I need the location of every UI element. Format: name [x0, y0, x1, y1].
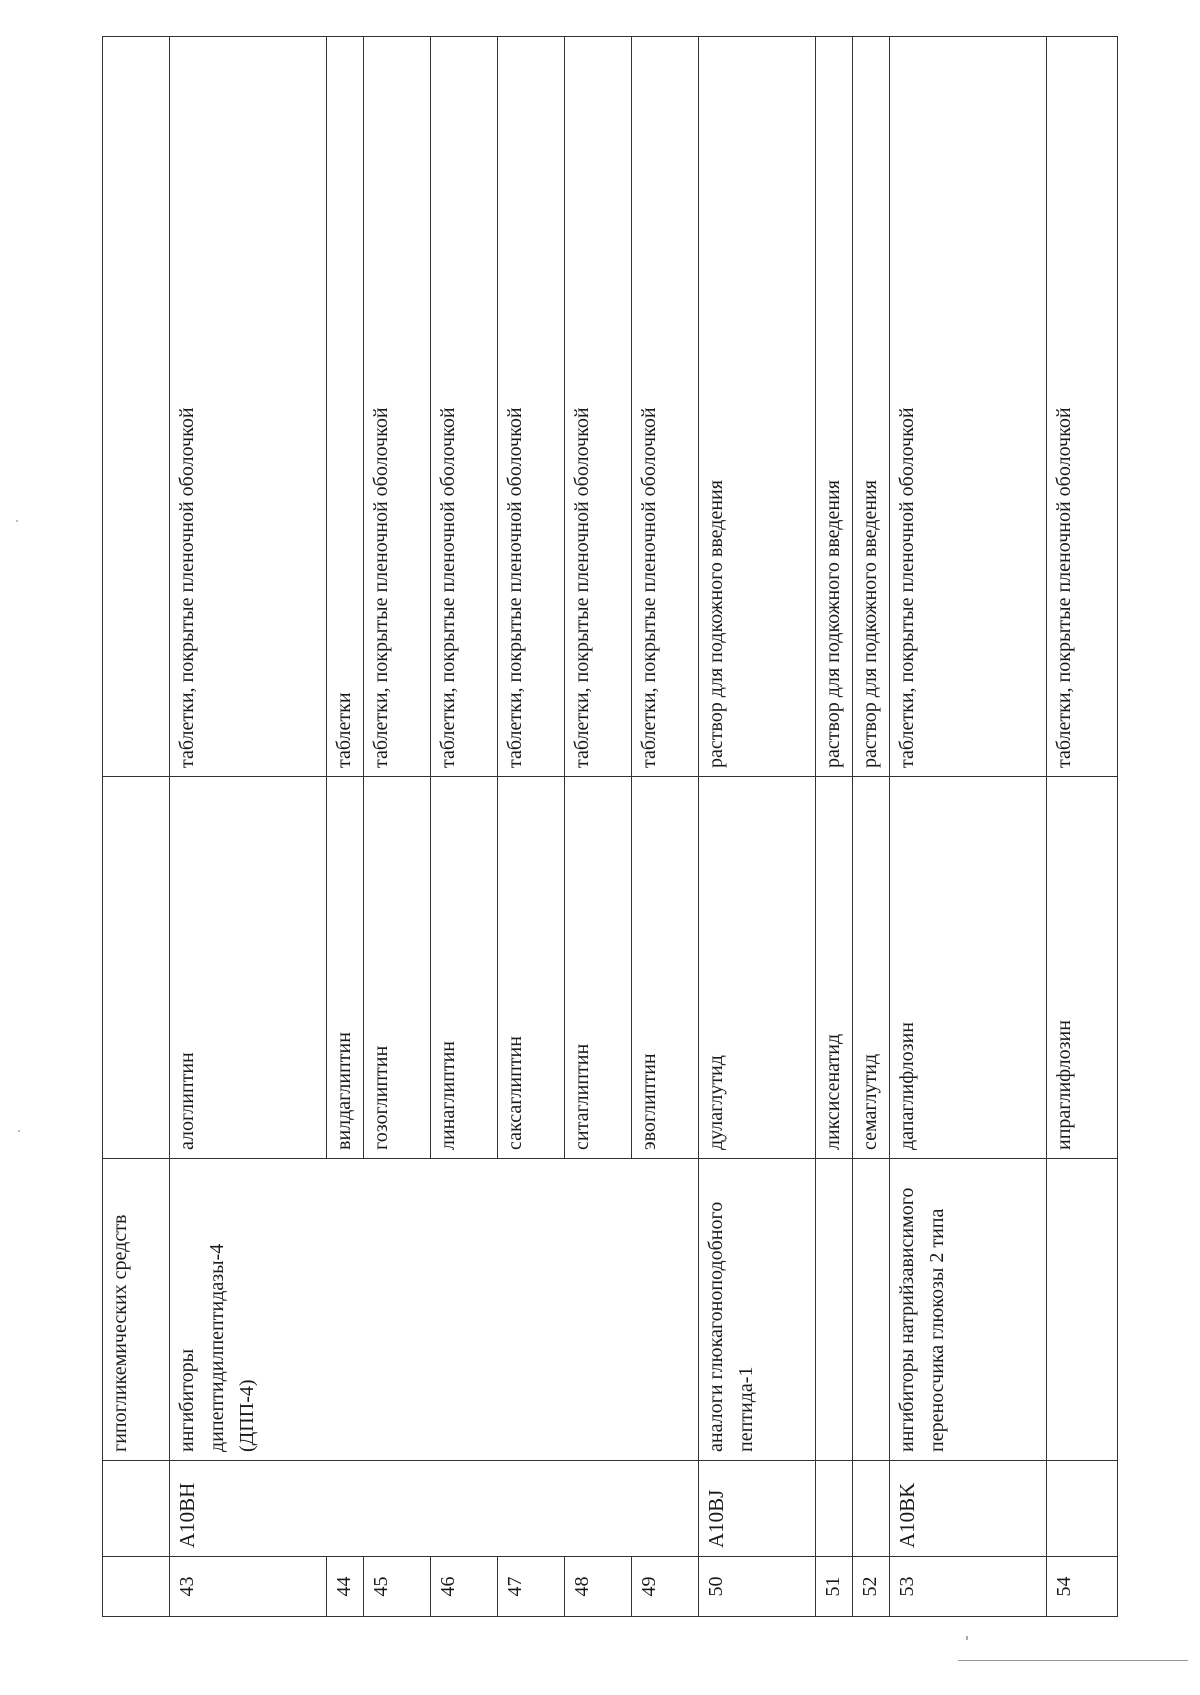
- drug-form: таблетки: [327, 37, 364, 777]
- table-row: [699, 37, 816, 1617]
- atc-code: A10BK: [890, 1461, 1047, 1557]
- row-number: 53: [890, 1557, 1047, 1617]
- scan-speck: [18, 1130, 20, 1132]
- table-row: [1047, 37, 1118, 1617]
- scan-mark: [966, 1636, 968, 1640]
- drug-name: вилдаглиптин: [327, 777, 364, 1159]
- drug-group: ингибиторы натрийзависимого переносчика глюкозы 2 типа: [890, 1159, 1047, 1461]
- drug-name: алоглиптин: [170, 777, 327, 1159]
- table-row: [853, 37, 890, 1617]
- drug-name: линаглиптин: [431, 777, 498, 1159]
- drug-form: таблетки, покрытые пленочной оболочкой: [632, 37, 699, 777]
- atc-code: A10BJ: [699, 1461, 816, 1557]
- drug-form: таблетки, покрытые пленочной оболочкой: [565, 37, 632, 777]
- drug-name: семаглутид: [853, 777, 890, 1159]
- atc-code: A10BH: [170, 1461, 699, 1557]
- drug-form: таблетки, покрытые пленочной оболочкой: [1047, 37, 1118, 777]
- row-number: 50: [699, 1557, 816, 1617]
- drug-form: таблетки, покрытые пленочной оболочкой: [498, 37, 565, 777]
- page-edge-line: [958, 1660, 1188, 1661]
- atc-code: [1047, 1461, 1118, 1557]
- table-row: [816, 37, 853, 1617]
- drug-form: таблетки, покрытые пленочной оболочкой: [364, 37, 431, 777]
- atc-code: [816, 1461, 853, 1557]
- row-number: 54: [1047, 1557, 1118, 1617]
- table-row-continuation: [103, 37, 170, 1617]
- drug-group: [816, 1159, 853, 1461]
- drug-group: [853, 1159, 890, 1461]
- drug-form: раствор для подкожного введения: [699, 37, 816, 777]
- drug-group: аналоги глюкагоноподобного пептида-1: [699, 1159, 816, 1461]
- drug-name: дулаглутид: [699, 777, 816, 1159]
- cell-code: [103, 1461, 170, 1557]
- row-number: 48: [565, 1557, 632, 1617]
- scan-speck: [16, 520, 18, 522]
- row-number: 44: [327, 1557, 364, 1617]
- row-number: 52: [853, 1557, 890, 1617]
- drug-form: таблетки, покрытые пленочной оболочкой: [170, 37, 327, 777]
- cell-form: [103, 37, 170, 777]
- drug-name: эвоглиптин: [632, 777, 699, 1159]
- drug-group: ингибиторы дипептидилпептидазы-4 (ДПП-4): [170, 1159, 699, 1461]
- drug-form: раствор для подкожного введения: [853, 37, 890, 777]
- drug-list-table: [102, 36, 1118, 1617]
- drug-name: дапаглифлозин: [890, 777, 1047, 1159]
- drug-name: саксаглиптин: [498, 777, 565, 1159]
- atc-code: [853, 1461, 890, 1557]
- cell-name: [103, 777, 170, 1159]
- drug-form: таблетки, покрытые пленочной оболочкой: [431, 37, 498, 777]
- group-continued-text: гипогликемических средств: [109, 1214, 131, 1452]
- drug-group: [1047, 1159, 1118, 1461]
- drug-form: раствор для подкожного введения: [816, 37, 853, 777]
- row-number: 45: [364, 1557, 431, 1617]
- drug-name: ликсисенатид: [816, 777, 853, 1159]
- rotated-document-table: [102, 37, 1075, 1617]
- row-number: 49: [632, 1557, 699, 1617]
- row-number: 43: [170, 1557, 327, 1617]
- cell-group-continued: [103, 1159, 170, 1461]
- row-number: 51: [816, 1557, 853, 1617]
- row-number: 46: [431, 1557, 498, 1617]
- drug-name: гозоглиптин: [364, 777, 431, 1159]
- table-row: [890, 37, 1047, 1617]
- drug-name: ипраглифлозин: [1047, 777, 1118, 1159]
- drug-form: таблетки, покрытые пленочной оболочкой: [890, 37, 1047, 777]
- drug-name: ситаглиптин: [565, 777, 632, 1159]
- table-row: [170, 37, 327, 1617]
- row-number: 47: [498, 1557, 565, 1617]
- cell-num: [103, 1557, 170, 1617]
